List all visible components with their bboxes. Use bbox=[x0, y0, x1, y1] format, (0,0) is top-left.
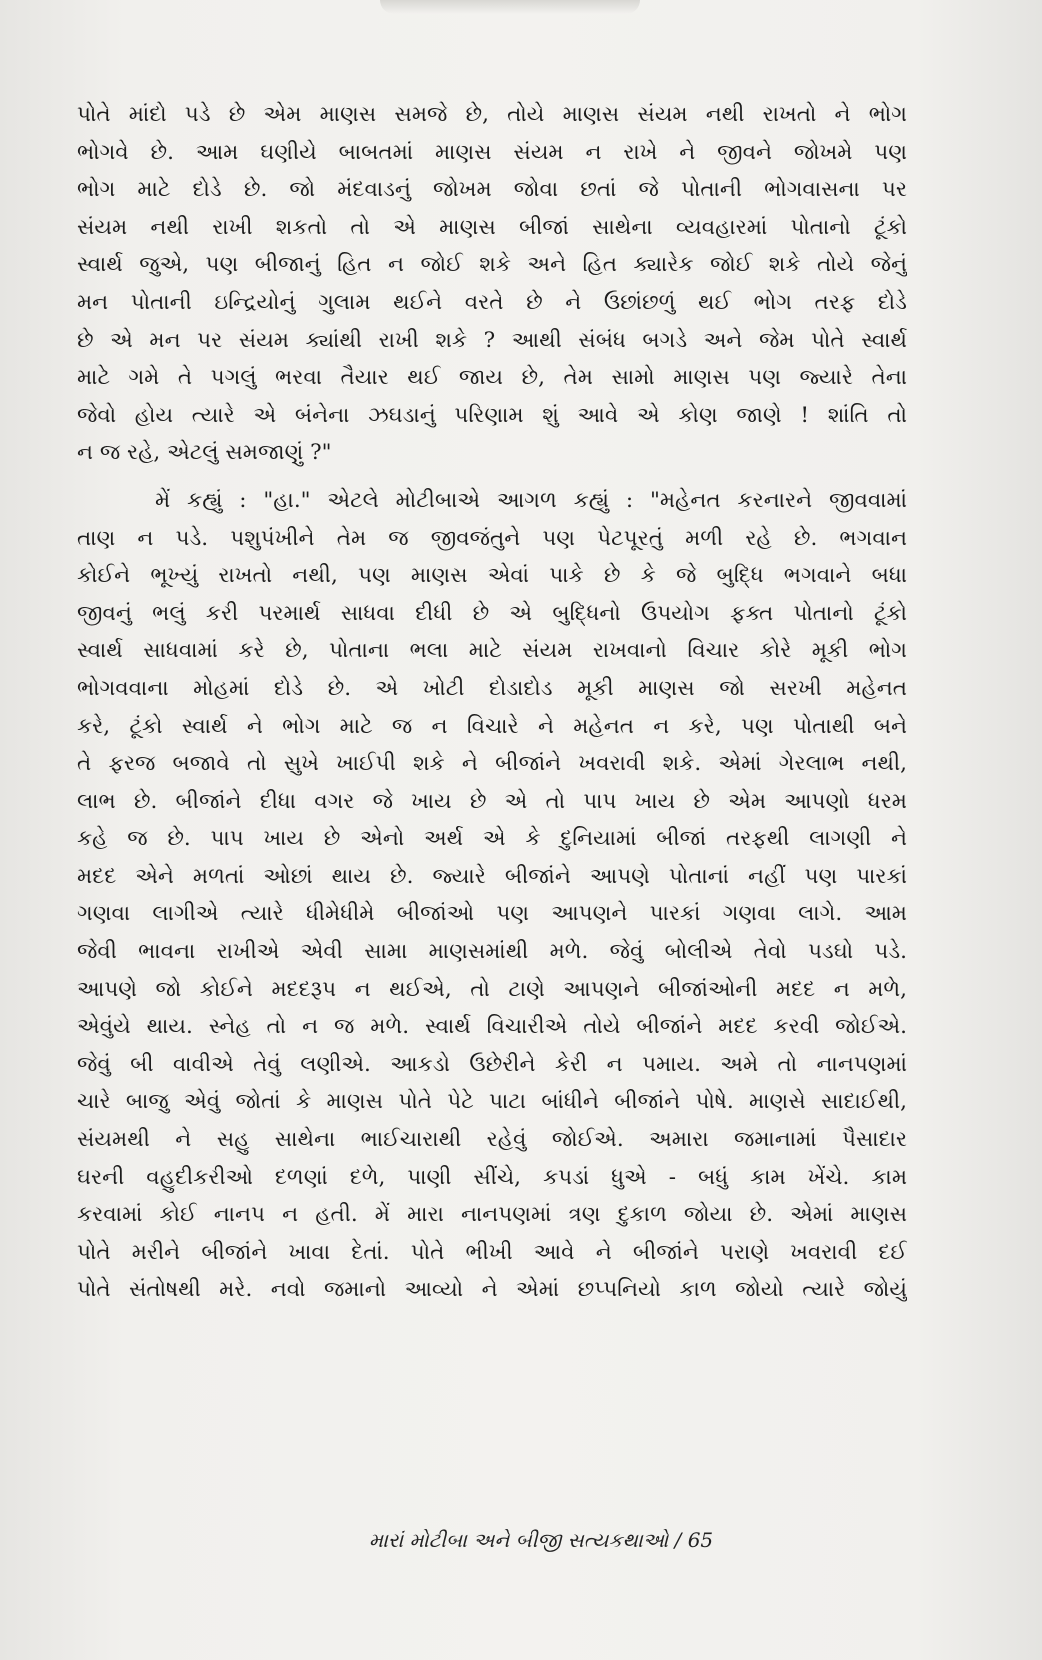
text-line: ભોગ માટે દોડે છે. જો મંદવાડનું જોખમ જોવા છતાં જે પોતાની ભોગવાસના પર bbox=[77, 177, 907, 203]
text-line: ગણવા લાગીએ ત્યારે ધીમેધીમે બીજાંઓ પણ આપણને પારકાં ગણવા લાગે. આમ bbox=[77, 901, 907, 927]
text-line: ન જ રહે, એટલું સમજાણું ?" bbox=[77, 440, 332, 466]
text-line: કરવામાં કોઈ નાનપ ન હતી. મેં મારા નાનપણમાં ત્રણ દુકાળ જોયા છે. એમાં માણસ bbox=[77, 1202, 907, 1228]
text-line: જેવો હોય ત્યારે એ બંનેના ઝઘડાનું પરિણામ શું આવે એ કોણ જાણે ! શાંતિ તો bbox=[77, 402, 907, 428]
text-line: તે ફરજ બજાવે તો સુખે ખાઈપી શકે ને બીજાંને ખવરાવી શકે. એમાં ગેરલાભ નથી, bbox=[77, 751, 907, 777]
text-line: તાણ ન પડે. પશુપંખીને તેમ જ જીવજંતુને પણ પેટપૂરતું મળી રહે છે. ભગવાન bbox=[77, 525, 907, 551]
paragraph bbox=[77, 96, 907, 472]
text-line: સંયમ નથી રાખી શકતો તો એ માણસ બીજાં સાથેના વ્યવહારમાં પોતાનો ટૂંકો bbox=[77, 214, 907, 240]
text-line: પોતે મરીને બીજાંને ખાવા દેતાં. પોતે ભીખી આવે ને બીજાંને પરાણે ખવરાવી દઈ bbox=[77, 1239, 907, 1265]
text-line: કોઈને ભૂખ્યું રાખતો નથી, પણ માણસ એવાં પાકે છે કે જે બુદ્ધિ ભગવાને બધા bbox=[77, 563, 907, 589]
text-line: આપણે જો કોઈને મદદરૂપ ન થઈએ, તો ટાણે આપણને બીજાંઓની મદદ ન મળે, bbox=[77, 976, 907, 1002]
text-line: ઘરની વહુદીકરીઓ દળણાં દળે, પાણી સીંચે, કપડાં ધુએ - બધું કામ ખેંચે. કામ bbox=[77, 1164, 907, 1190]
book-title: મારાં મોટીબા અને બીજી સત્યકથાઓ bbox=[368, 1528, 669, 1552]
page-edge-shadow bbox=[380, 0, 640, 14]
text-line: એવુંયે થાય. સ્નેહ તો ન જ મળે. સ્વાર્થ વિચારીએ તોયે બીજાંને મદદ કરવી જોઈએ. bbox=[77, 1014, 907, 1040]
text-line: માટે ગમે તે પગલું ભરવા તૈયાર થઈ જાય છે, તેમ સામો માણસ પણ જ્યારે તેના bbox=[77, 365, 907, 391]
text-line: ભોગવે છે. આમ ઘણીયે બાબતમાં માણસ સંયમ ન રાખે ને જીવને જોખમે પણ bbox=[77, 139, 907, 165]
text-line: ભોગવવાના મોહમાં દોડે છે. એ ખોટી દોડાદોડ મૂકી માણસ જો સરખી મહેનત bbox=[77, 675, 907, 701]
text-line: કરે, ટૂંકો સ્વાર્થ ને ભોગ માટે જ ન વિચારે ને મહેનત ન કરે, પણ પોતાથી બને bbox=[77, 713, 907, 739]
text-line: સ્વાર્થ સાધવામાં કરે છે, પોતાના ભલા માટે સંયમ રાખવાનો વિચાર કોરે મૂકી ભોગ bbox=[77, 638, 907, 664]
body-text bbox=[77, 96, 907, 1309]
text-line: પોતે માંદો પડે છે એમ માણસ સમજે છે, તોયે માણસ સંયમ નથી રાખતો ને ભોગ bbox=[77, 102, 907, 127]
text-line: ચારે બાજુ એવું જોતાં કે માણસ પોતે પેટે પાટા બાંધીને બીજાંને પોષે. માણસે સાદાઈથી, bbox=[77, 1089, 907, 1115]
text-line: લાભ છે. બીજાંને દીધા વગર જે ખાય છે એ તો પાપ ખાય છે એમ આપણો ધરમ bbox=[77, 788, 907, 814]
text-line: મદદ એને મળતાં ઓછાં થાય છે. જ્યારે બીજાંને આપણે પોતાનાં નહીં પણ પારકાં bbox=[77, 863, 907, 889]
text-line: જેવું બી વાવીએ તેવું લણીએ. આકડો ઉછેરીને કેરી ન પમાય. અમે તો નાનપણમાં bbox=[77, 1051, 907, 1077]
text-line: સ્વાર્થ જુએ, પણ બીજાનું હિત ન જોઈ શકે અને હિત ક્યારેક જોઈ શકે તોયે જેનું bbox=[77, 252, 907, 278]
text-line: જીવનું ભલું કરી પરમાર્થ સાધવા દીધી છે એ બુદ્ધિનો ઉપયોગ ફક્ત પોતાનો ટૂંકો bbox=[77, 600, 907, 626]
footer-separator: / bbox=[668, 1528, 688, 1552]
text-line: મન પોતાની ઇન્દ્રિયોનું ગુલામ થઈને વરતે છે ને ઉછાંછળું થઈ ભોગ તરફ દોડે bbox=[77, 289, 907, 315]
text-line: સંયમથી ને સહુ સાથેના ભાઈચારાથી રહેવું જોઈએ. અમારા જમાનામાં પૈસાદાર bbox=[77, 1127, 907, 1153]
text-line: છે એ મન પર સંયમ ક્યાંથી રાખી શકે ? આથી સંબંધ બગડે અને જેમ પોતે સ્વાર્થ bbox=[77, 327, 907, 353]
text-line: જેવી ભાવના રાખીએ એવી સામા માણસમાંથી મળે. જેવું બોલીએ તેવો પડઘો પડે. bbox=[77, 939, 907, 965]
text-line: કહે જ છે. પાપ ખાય છે એનો અર્થ એ કે દુનિયામાં બીજાં તરફથી લાગણી ને bbox=[77, 826, 907, 852]
text-line: પોતે સંતોષથી મરે. નવો જમાનો આવ્યો ને એમાં છપ્પનિયો કાળ જોયો ત્યારે જોયું bbox=[77, 1277, 907, 1303]
paragraph bbox=[77, 482, 907, 1309]
page-footer bbox=[0, 1528, 1042, 1552]
text-line: મેં કહ્યું : "હા." એટલે મોટીબાએ આગળ કહ્યું : "મહેનત કરનારને જીવવામાં bbox=[155, 487, 907, 513]
paragraph-gap bbox=[77, 472, 907, 482]
page-number: 65 bbox=[687, 1528, 714, 1552]
